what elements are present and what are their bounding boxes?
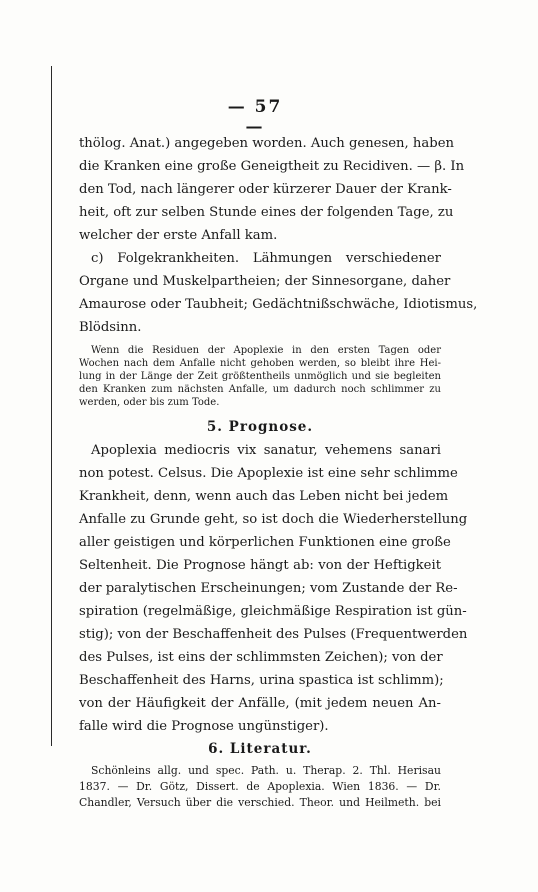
- page-number: — 57 —: [227, 97, 283, 137]
- text-line: falle wird die Prognose ungünstiger).: [79, 719, 329, 734]
- text-line: Krankheit, denn, wenn auch das Leben nicht bei jedem: [79, 489, 449, 504]
- text-line: heit, oft zur selben Stunde eines der folgenden Tage, zu: [79, 205, 454, 220]
- text-line: Apoplexia mediocris vix sanatur, vehemens sanari: [91, 443, 441, 458]
- text-line: Blödsinn.: [79, 320, 142, 335]
- text-line: von der Häufigkeit der Anfälle, (mit jedem neuen An-: [79, 696, 441, 711]
- note-line: lung in der Länge der Zeit größtentheils unmöglich und sie begleiten: [79, 371, 441, 382]
- text-line: des Pulses, ist eins der schlimmsten Zeichen); von der: [79, 650, 443, 665]
- text-line: Amaurose oder Taubheit; Gedächtnißschwäche, Idiotismus,: [79, 297, 478, 312]
- biblio-line: Chandler, Versuch über die verschied. Theor. und Heilmeth. bei: [79, 796, 441, 809]
- biblio-line: Schönleins allg. und spec. Path. u. Therap. 2. Thl. Herisau: [91, 764, 441, 777]
- note-line: Wenn die Residuen der Apoplexie in den ersten Tagen oder: [91, 345, 441, 356]
- text-line: Organe und Muskelpartheien; der Sinnesorgane, daher: [79, 274, 451, 289]
- text-line: spiration (regelmäßige, gleichmäßige Respiration ist gün-: [79, 604, 467, 619]
- text-line: Anfalle zu Grunde geht, so ist doch die Wiederherstellung: [79, 512, 468, 527]
- text-line: c) Folgekrankheiten. Lähmungen verschiedener: [91, 251, 441, 266]
- biblio-line: 1837. — Dr. Götz, Dissert. de Apoplexia. Wien 1836. — Dr.: [79, 780, 441, 793]
- text-line: non potest. Celsus. Die Apoplexie ist eine sehr schlimme: [79, 466, 458, 481]
- text-line: thölog. Anat.) angegeben worden. Auch genesen, haben: [79, 136, 455, 151]
- margin-rule: [51, 66, 52, 746]
- section-heading: 6. Literatur.: [208, 741, 312, 757]
- text-line: Seltenheit. Die Prognose hängt ab: von der Heftigkeit: [79, 558, 441, 573]
- note-line: den Kranken zum nächsten Anfalle, um dadurch noch schlimmer zu: [79, 384, 441, 395]
- section-heading: 5. Prognose.: [206, 419, 314, 435]
- text-line: aller geistigen und körperlichen Funktionen eine große: [79, 535, 451, 550]
- text-line: Beschaffenheit des Harns, urina spastica ist schlimm);: [79, 673, 444, 688]
- text-line: den Tod, nach längerer oder kürzerer Dauer der Krank-: [79, 182, 452, 197]
- text-line: die Kranken eine große Geneigtheit zu Recidiven. — β. In: [79, 159, 465, 174]
- note-line: werden, oder bis zum Tode.: [79, 397, 220, 408]
- text-line: stig); von der Beschaffenheit des Pulses (Frequentwerden: [79, 627, 468, 642]
- note-line: Wochen nach dem Anfalle nicht gehoben werden, so bleibt ihre Hei-: [79, 358, 441, 369]
- text-line: welcher der erste Anfall kam.: [79, 228, 278, 243]
- text-line: der paralytischen Erscheinungen; vom Zustande der Re-: [79, 581, 458, 596]
